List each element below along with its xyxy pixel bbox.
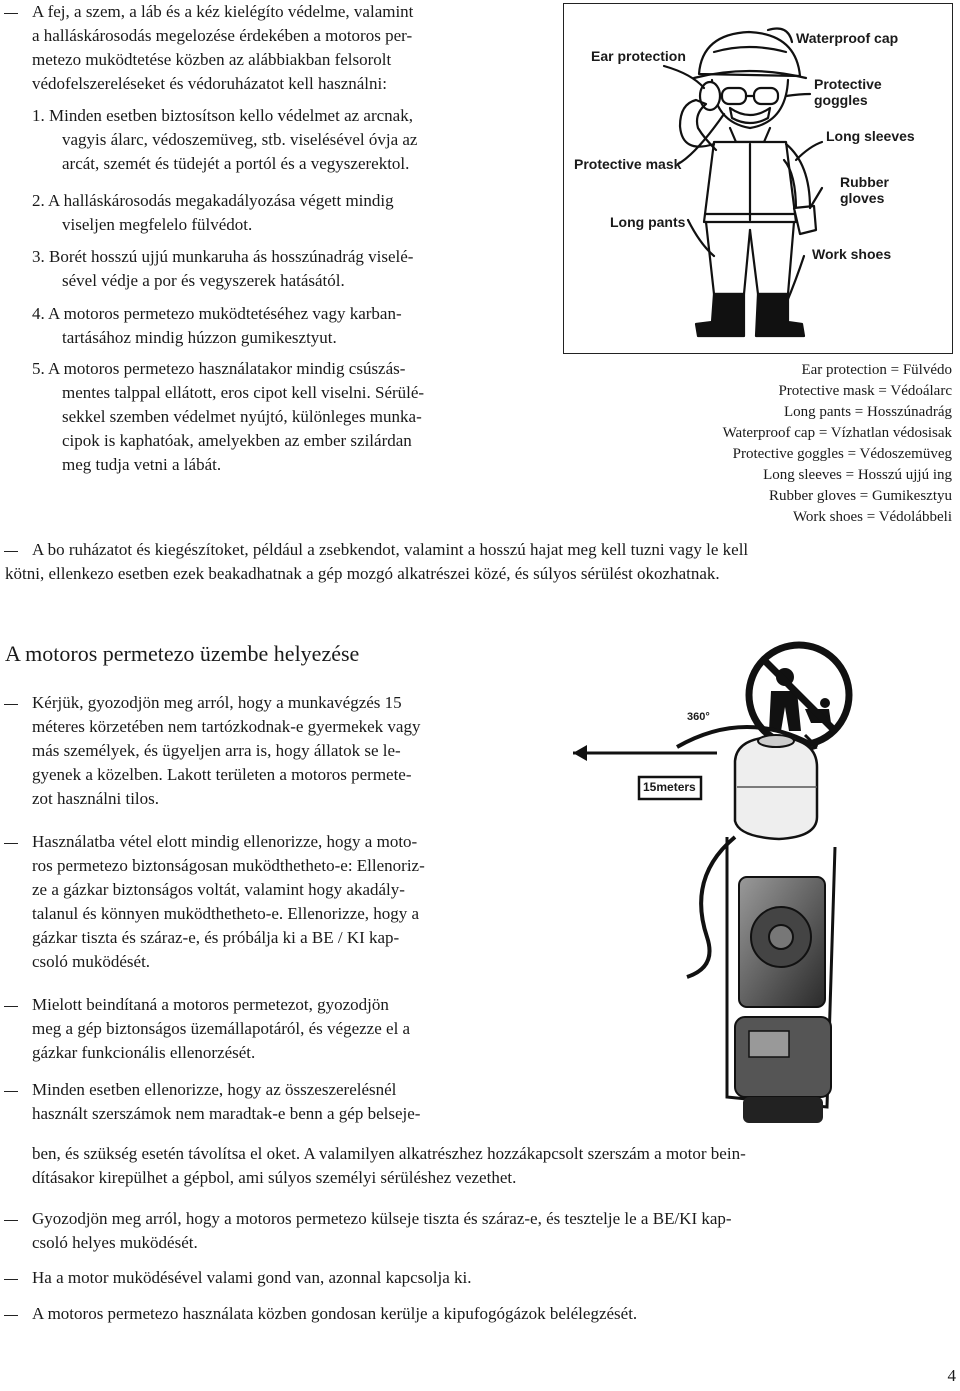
label-gloves-line: gloves <box>840 190 885 206</box>
glossary-entry: Protective goggles = Védoszemüveg <box>732 446 952 462</box>
glossary-entry: Ear protection = Fülvédo <box>801 362 952 378</box>
numbered-line: 2. A halláskárosodás megakadályozása végett mindig <box>32 191 394 210</box>
label-work-shoes: Work shoes <box>812 246 892 262</box>
numbered-item-2 <box>32 189 394 237</box>
bullet-line: meg a gép biztonságos üzemállapotáról, és végezze el a <box>32 1019 411 1038</box>
numbered-line: tartásához mindig húzzon gumikesztyut. <box>62 328 337 347</box>
bullet-item-4-continuation <box>32 1142 746 1190</box>
bullet-line: zot használni tilos. <box>32 789 160 808</box>
bullet-line: A motoros permetezo használata közben gondosan kerülje a kipufogógázok belélegzését. <box>32 1304 638 1323</box>
bullet-item-4 <box>32 1078 420 1126</box>
bullet-line: talanul és könnyen muködthetheto-e. Ellenorizze, hogy a <box>32 904 420 923</box>
badge-15-meters: 15meters <box>643 780 696 794</box>
clothing-note <box>5 538 749 586</box>
bullet-line: használt szerszámok nem maradtak-e benn a gép belseje- <box>32 1104 421 1123</box>
page-number: 4 <box>947 1366 956 1385</box>
bullet-item-1 <box>32 691 420 811</box>
numbered-line: mentes talppal ellátott, eros cipot kell viselni. Sérülé- <box>62 383 425 402</box>
bullet-line: gyenek a közelben. Lakott területen a motoros permete- <box>32 765 412 784</box>
intro-paragraph <box>32 0 413 96</box>
label-waterproof-cap: Waterproof cap <box>796 30 899 46</box>
numbered-line: viseljen megfelelo fülvédot. <box>62 215 253 234</box>
bullet-dash <box>4 1006 18 1007</box>
bullet-line: gázkar funkcionális ellenorzését. <box>32 1043 256 1062</box>
bullet-line: ros permetezo biztonságosan muködthetheto-e: Ellenoriz- <box>32 856 425 875</box>
numbered-line: 4. A motoros permetezo muködtetéséhez vagy karban- <box>32 304 402 323</box>
bullet-line: Gyozodjön meg arról, hogy a motoros permetezo külseje tiszta és száraz-e, és tesztelje le a BE/KI kap- <box>32 1209 732 1228</box>
bullet-line: csoló muködését. <box>32 952 151 971</box>
numbered-line: cipok is kaphatóak, amelyekben az ember szilárdan <box>62 431 412 450</box>
bullet-line: ben, és szükség esetén távolítsa el oket. A valamilyen alkatrészhez hozzákapcsolt szerszám a motor bein- <box>32 1144 746 1163</box>
bullet-dash <box>4 843 18 844</box>
numbered-item-4 <box>32 302 402 350</box>
label-goggles-line: goggles <box>814 92 868 108</box>
label-goggles-line: Protective <box>814 76 882 92</box>
glossary-entry: Long sleeves = Hosszú ujjú ing <box>763 467 952 483</box>
numbered-item-3 <box>32 245 413 293</box>
bullet-item-3 <box>32 993 410 1065</box>
bullet-line: Mielott beindítaná a motoros permetezot, gyozodjön <box>32 995 389 1014</box>
label-rubber-gloves <box>840 174 889 206</box>
label-long-sleeves: Long sleeves <box>826 128 915 144</box>
intro-line: védofelszereléseket és védoruházatot kell használni: <box>32 74 387 93</box>
glossary-entry: Long pants = Hosszúnadrág <box>783 404 952 420</box>
clothing-note-line: A bo ruházatot és kiegészítoket, például a zsebkendot, valamint a hosszú hajat meg kell tuzni vagy le kell <box>32 540 749 559</box>
glossary <box>560 356 960 528</box>
bullet-line: Minden esetben ellenorizze, hogy az összeszerelésnél <box>32 1080 397 1099</box>
intro-line: A fej, a szem, a láb és a kéz kielégíto védelme, valamint <box>32 2 414 21</box>
intro-line: a halláskárosodás megelozése érdekében a motoros per- <box>32 26 413 45</box>
numbered-line: vagyis álarc, védoszemüveg, stb. viselésével óvja az <box>62 130 418 149</box>
section-title: A motoros permetezo üzembe helyezése <box>5 641 360 666</box>
badge-360: 360° <box>687 711 710 723</box>
glossary-entry: Protective mask = Védoálarc <box>778 383 952 399</box>
numbered-line: 3. Borét hosszú ujjú munkaruha ás hosszúnadrág viselé- <box>32 247 414 266</box>
numbered-line: 5. A motoros permetezo használatakor mindig csúszás- <box>32 359 406 378</box>
clothing-note-dash <box>4 551 18 552</box>
numbered-line: arcát, szemét és tüdejét a portól és a vegyszerektol. <box>62 154 410 173</box>
intro-line: metezo muködtetése közben az alábbiakban felsorolt <box>32 50 392 69</box>
numbered-line: sekkel szemben védelmet nyújtó, különleges munka- <box>62 407 422 426</box>
label-long-pants: Long pants <box>610 214 686 230</box>
bullet-line: Kérjük, gyozodjön meg arról, hogy a munkavégzés 15 <box>32 693 402 712</box>
bullet-line: Használatba vétel elott mindig ellenorizze, hogy a moto- <box>32 832 418 851</box>
bullet-item-7 <box>32 1302 637 1326</box>
numbered-line: 1. Minden esetben biztosítson kello védelmet az arcnak, <box>32 106 413 125</box>
bullet-dash <box>4 1315 18 1316</box>
bullet-line: ze a gázkar biztonságos voltát, valamint hogy akadály- <box>32 880 405 899</box>
bullet-line: dításakor kirepülhet a gépbol, ami súlyos személyi sérüléshez vezethet. <box>32 1168 517 1187</box>
bullet-line: Ha a motor muködésével valami gond van, azonnal kapcsolja ki. <box>32 1268 472 1287</box>
bullet-line: gázkar tiszta és száraz-e, és próbálja ki a BE / KI kap- <box>32 928 400 947</box>
clothing-note-line: kötni, ellenkezo esetben ezek beakadhatnak a gép mozgó alkatrészei közé, és súlyos sérülést okozhatnak. <box>5 564 720 583</box>
bullet-line: más személyek, és ügyeljen arra is, hogy állatok se le- <box>32 741 401 760</box>
label-gloves-line: Rubber <box>840 174 889 190</box>
bullet-dash <box>4 1279 18 1280</box>
numbered-item-5 <box>32 357 424 477</box>
label-protective-goggles <box>814 76 882 108</box>
bullet-dash <box>4 1091 18 1092</box>
bullet-item-5 <box>32 1207 732 1255</box>
bullet-item-2 <box>32 830 425 974</box>
bullet-dash <box>4 704 18 705</box>
glossary-entry: Rubber gloves = Gumikesztyu <box>768 488 952 504</box>
numbered-line: meg tudja vetni a lábát. <box>62 455 222 474</box>
sprayer-figure <box>567 637 941 1131</box>
bullet-item-6 <box>32 1266 472 1290</box>
bullet-dash <box>4 1220 18 1221</box>
bullet-line: méteres körzetében nem tartózkodnak-e gyermekek vagy <box>32 717 421 736</box>
glossary-entry: Work shoes = Védolábbeli <box>792 509 952 525</box>
protective-equipment-figure <box>563 3 953 354</box>
numbered-item-1 <box>32 104 417 176</box>
label-ear-protection: Ear protection <box>591 48 686 64</box>
bullet-line: csoló helyes muködését. <box>32 1233 198 1252</box>
label-protective-mask: Protective mask <box>574 156 682 172</box>
intro-bullet-dash <box>4 13 18 14</box>
glossary-entry: Waterproof cap = Vízhatlan védosisak <box>722 425 952 441</box>
sprayer-illustration <box>567 637 941 1131</box>
numbered-line: sével védje a por és vegyszerek hatásától. <box>62 271 345 290</box>
